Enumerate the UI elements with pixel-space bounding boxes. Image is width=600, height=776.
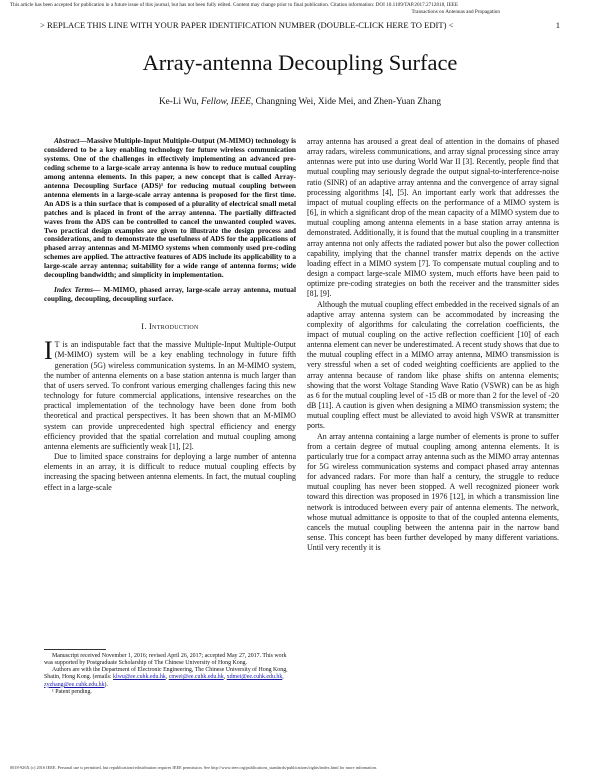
right-paragraph-1: array antenna has aroused a great deal of attention in the domains of phased array radars, wireless communications, and array signal processing since array antennas were put into use during World War II [3]. Recently, people find that mutual coupling may seriously degrade the output signal-to-interference-noise ratio (SINR) of an adaptive array antenna and the convergence of array signal processing algorithms [4], [5]. An important early work that addresses the impact of mutual coupling effects on the performance of a MIMO system is [6], in which a significant drop of the mean capacity of a MIMO system due to mutual coupling among antenna elements in a base station array antenna is demonstrated. Additionally, it is found that the mutual coupling in a transmitter array antenna not only affects the radiated power but also the power collection capability, implying that the channel transfer matrix depends on the active loading effect in a MIMO system [7]. To compensate mutual coupling and to design a compact large-scale MIMO system, much efforts have been paid to optimize pre-coding strategies on both the receiver and the transmitter sides [8], [9]. bbox=[307, 137, 559, 299]
running-header bbox=[40, 20, 560, 30]
section-numeral: I. bbox=[141, 322, 147, 332]
email-link-1[interactable]: klwu@ee.cuhk.edu.hk bbox=[113, 674, 166, 681]
right-column bbox=[307, 137, 559, 553]
footnotes bbox=[44, 653, 296, 696]
author-rest: , Changning Wei, Xide Mei, and Zhen-Yuan Zhang bbox=[250, 97, 442, 107]
abstract bbox=[44, 137, 296, 280]
footnote-affiliation: Authors are with the Department of Electronic Engineering, The Chinese University of Hong Kong, Shatin, Hong Kong. (emails: klwu@ee.cuhk.edu.hk, cnwei@ee.cuhk.edu.hk, xdmei@ee.cuhk.edu.hk, zyzhang@ee.cuhk.edu.hk). bbox=[44, 667, 288, 688]
paper-title: Array-antenna Decoupling Surface bbox=[142, 50, 458, 75]
index-terms-label: Index Terms bbox=[54, 285, 93, 295]
intro-paragraph-1-text: T is an indisputable fact that the massive Multiple-Input Multiple-Output (M-MIMO) system will be a key enabling technology in future fifth generation (5G) wireless communication systems. In an M-MIMO system, the number of antenna elements on a base station antenna is much larger than that of users served. To confront various emerging challenges facing this new technology for future commercial applications, intensive researches on the practical implementation of the technology have been done from both theoretical and practical perspectives. It has been shown that an M-MIMO system can provide unprecedented high spectral efficiency and energy efficiency provided that the spatial correlation and mutual coupling among antenna elements are sufficiently weak [1], [2]. bbox=[44, 340, 296, 451]
banner-line-2: Transactions on Antennas and Propagation bbox=[411, 8, 500, 15]
footnote-manuscript: Manuscript received November 1, 2016; revised April 26, 2017; accepted May 27, 2017. This work was supported by Postgraduate Scholarship of The Chinese University of Hong Kong. bbox=[44, 653, 287, 667]
author-fellow-grade: Fellow, IEEE bbox=[201, 97, 251, 107]
left-column bbox=[44, 137, 296, 493]
index-terms-text: — M-MIMO, phased array, large-scale array antenna, mutual coupling, decoupling, decoupling surface. bbox=[44, 285, 296, 304]
intro-paragraph-1 bbox=[44, 336, 296, 452]
section-title: Introduction bbox=[149, 322, 199, 332]
footnote-patent: ¹ Patent pending. bbox=[52, 688, 92, 695]
banner-line-1: This article has been accepted for publication in a future issue of this journal, but has not been fully edited. Content may change prior to final publication. Citation information: DOI 10.1109/TAP.2017.2712818, IEEE bbox=[10, 2, 459, 8]
right-paragraph-2: Although the mutual coupling effect embedded in the received signals of an adaptive array antenna system can be accommodated by increasing the complexity of algorithms for calculating the correlation coefficients, the impact of mutual coupling on the active reflection coefficient [10] of each antenna element can never be underestimated. A recent study shows that due to the mutual coupling effect in a MIMO array antenna, MIMO transmission is very stressful when a set of coded weighting coefficients are applied to the array antenna because of random like phase shifts on antenna elements; showing that the worst Voltage Standing Wave Ratio (VSWR) can be as high as 6 for the mutual coupling level of -15 dB or more than 2 for the level of -20 dB [11]. A caution is given when designing a MIMO transmission system; the mutual coupling effect must be alleviated to avoid high VSWR at transmitter ports. bbox=[307, 299, 559, 431]
author-list bbox=[0, 97, 600, 107]
email-link-4[interactable]: zyzhang@ee.cuhk.edu.hk bbox=[44, 681, 105, 688]
right-paragraph-3: An array antenna containing a large number of elements is prone to suffer from a certain degree of mutual coupling among antenna elements. It is particularly true for a compact array antenna such as the MIMO array antennas for 5G wireless communication systems and compact phased array antennas for advanced radars. For more than half a century, the struggle to reduce mutual coupling has never been stopped. A well recognized pioneer work toward this direction was proposed in 1976 [12], in which a transmission line network is introduced between every pair of antenna elements. The network, whose mutual admittance is opposite to that of the coupled antenna elements, cancels the mutual coupling between the antenna pair in the narrow band sense. This concept has been further developed by many different variations. Until very recently it is bbox=[307, 431, 559, 553]
index-terms bbox=[44, 286, 296, 304]
drop-cap: I bbox=[44, 336, 53, 366]
intro-paragraph-2: Due to limited space constrains for deploying a large number of antenna elements in an array, it is difficult to reduce mutual coupling effects by increasing the spacing between antenna elements. In fact, the mutual coupling effect in a large-scale bbox=[44, 452, 296, 492]
section-heading-introduction bbox=[44, 322, 296, 332]
footnote-rule bbox=[44, 649, 106, 650]
journal-banner bbox=[10, 2, 590, 15]
copyright-footer: 0018-926X (c) 2016 IEEE. Personal use is permitted, but republication/redistribution requires IEEE permission. See http://www.ieee.org/publications_standards/publications/rights/index.html for more information. bbox=[10, 765, 377, 770]
email-link-3[interactable]: xdmei@ee.cuhk.edu.hk bbox=[226, 674, 283, 681]
running-header-text: > REPLACE THIS LINE WITH YOUR PAPER IDENTIFICATION NUMBER (DOUBLE-CLICK HERE TO EDIT) < bbox=[40, 20, 454, 30]
abstract-label: Abstract bbox=[54, 136, 80, 145]
abstract-text: —Massive Multiple-Input Multiple-Output (M-MIMO) technology is considered to be a key enabling technology for future wireless communication systems. One of the challenges in effectively implementing an advanced pre-coding scheme to a large-scale array antenna is how to reduce mutual coupling among antenna elements. In this paper, a new concept that is called Array-antenna Decoupling Surface (ADS)¹ for reducing mutual coupling between antenna elements in a large-scale array antenna is proposed for the first time. An ADS is a thin surface that is composed of a plurality of electrical small metal patches and is placed in front of the array antenna. The partially diffracted waves from the ADS can be controlled to cancel the unwanted coupled waves. Two practical design examples are given to illustrate the design process and considerations, and to demonstrate the usefulness of ADS for the applications of phased array antennas and M-MIMO systems when commonly used pre-coding schemes are applied. The attractive features of ADS include its applicability to a large-scale array antenna; suitability for a wide range of antenna forms; wide decoupling bandwidth; and simplicity in implementation. bbox=[44, 136, 296, 280]
page-number: 1 bbox=[555, 20, 560, 30]
author-first: Ke-Li Wu, bbox=[158, 97, 201, 107]
email-link-2[interactable]: cnwei@ee.cuhk.edu.hk bbox=[168, 674, 224, 681]
